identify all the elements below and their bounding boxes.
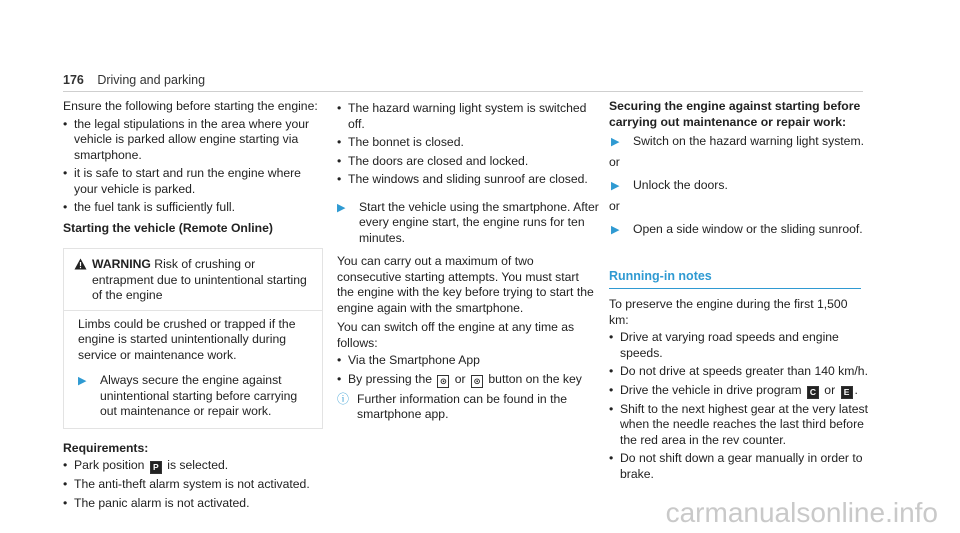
requirements-title: Requirements: bbox=[63, 440, 149, 455]
or-text: or bbox=[609, 154, 620, 169]
park-key-icon: P bbox=[150, 461, 162, 474]
list-item: • Drive the vehicle in drive program C or E . bbox=[609, 383, 869, 399]
play-arrow-icon: ▶ bbox=[611, 180, 620, 192]
info-text: Further information can be found in the smartphone app. bbox=[357, 391, 568, 421]
list-item: • it is safe to start and run the engine where your vehicle is parked. bbox=[63, 166, 325, 197]
list-item: • Do not shift down a gear manually in order to brake. bbox=[609, 451, 869, 482]
drive-program-c-icon: C bbox=[807, 386, 819, 399]
info-icon: ⓘ bbox=[337, 391, 350, 406]
step: ▶ Switch on the hazard warning light system. bbox=[609, 134, 869, 151]
list-item: • The panic alarm is not activated. bbox=[63, 496, 325, 512]
list-item: • By pressing the ⊙ or ⊙ button on the key bbox=[337, 372, 599, 388]
warning-title: WARNING bbox=[92, 257, 151, 271]
requirements bbox=[63, 441, 325, 512]
play-arrow-icon: ▶ bbox=[337, 201, 346, 214]
warning-header bbox=[64, 249, 322, 310]
info-note bbox=[337, 392, 599, 423]
column-2 bbox=[337, 99, 599, 423]
page-number: 176 bbox=[63, 73, 84, 87]
column-1 bbox=[63, 99, 325, 514]
list-item: • The hazard warning light system is switched off. bbox=[337, 101, 599, 132]
list-item: • The windows and sliding sunroof are closed. bbox=[337, 172, 599, 188]
page-header bbox=[63, 73, 205, 87]
lock-button-icon: ⊙ bbox=[437, 375, 449, 388]
play-arrow-icon: ▶ bbox=[611, 136, 620, 148]
switch-off-options bbox=[337, 353, 599, 388]
list-item: • Shift to the next highest gear at the very latest when the needle reaches the last third before the red area in the rev counter. bbox=[609, 402, 869, 449]
paragraph: You can carry out a maximum of two consecutive starting attempts. You must start the engine with the key before trying to start the engine again with the smartphone. bbox=[337, 254, 594, 315]
securing-heading: Securing the engine against starting before carrying out maintenance or repair work: bbox=[609, 99, 861, 129]
warning-body bbox=[64, 310, 322, 428]
requirements-list bbox=[63, 458, 325, 511]
header-divider bbox=[63, 91, 863, 92]
precondition-list bbox=[63, 117, 325, 216]
start-step bbox=[337, 200, 599, 247]
list-item: • The bonnet is closed. bbox=[337, 135, 599, 151]
play-arrow-icon: ▶ bbox=[611, 224, 620, 236]
list-item: • Do not drive at speeds greater than 140 km/h. bbox=[609, 364, 869, 380]
warning-triangle-icon bbox=[74, 257, 92, 304]
list-item: • The doors are closed and locked. bbox=[337, 154, 599, 170]
or-text: or bbox=[609, 198, 620, 213]
step-text: Always secure the engine against unintentional starting before carrying out maintenance or repair work. bbox=[100, 373, 298, 418]
intro-text: Ensure the following before starting the engine: bbox=[63, 99, 318, 113]
running-in-list bbox=[609, 330, 869, 482]
subheading: Starting the vehicle (Remote Online) bbox=[63, 220, 273, 235]
list-item: • Park position P is selected. bbox=[63, 458, 325, 474]
step: ▶ Unlock the doors. bbox=[609, 178, 869, 195]
list-item: • The anti-theft alarm system is not activated. bbox=[63, 477, 325, 493]
play-arrow-icon: ▶ bbox=[78, 375, 87, 387]
list-item: • Via the Smartphone App bbox=[337, 353, 599, 369]
section-title: Driving and parking bbox=[97, 73, 206, 87]
drive-program-e-icon: E bbox=[841, 386, 853, 399]
watermark: carmanualsonline.info bbox=[665, 497, 938, 528]
step-text: Start the vehicle using the smartphone. After every engine start, the engine runs for ten minutes. bbox=[359, 199, 599, 245]
list-item: • the fuel tank is sufficiently full. bbox=[63, 200, 325, 216]
list-item: • the legal stipulations in the area where your vehicle is parked allow engine starting via smartphone. bbox=[63, 117, 325, 164]
paragraph: You can switch off the engine at any time as follows: bbox=[337, 320, 575, 350]
warning-title-text: Risk of crushing or entrapment due to unintentional starting of the engine bbox=[92, 257, 307, 302]
unlock-button-icon: ⊙ bbox=[471, 375, 483, 388]
list-item: • Drive at varying road speeds and engine speeds. bbox=[609, 330, 869, 361]
column-3 bbox=[609, 99, 869, 485]
step: ▶ Open a side window or the sliding sunroof. bbox=[609, 222, 869, 239]
warning-text: Limbs could be crushed or trapped if the engine is started unintentionally during service or maintenance work. bbox=[78, 316, 296, 362]
warning-box bbox=[63, 248, 323, 429]
running-in-section-title: Running-in notes bbox=[609, 269, 861, 290]
warning-step bbox=[78, 373, 314, 420]
requirements-list-cont bbox=[337, 101, 599, 188]
intro-text: To preserve the engine during the first 1,500 km: bbox=[609, 297, 848, 327]
